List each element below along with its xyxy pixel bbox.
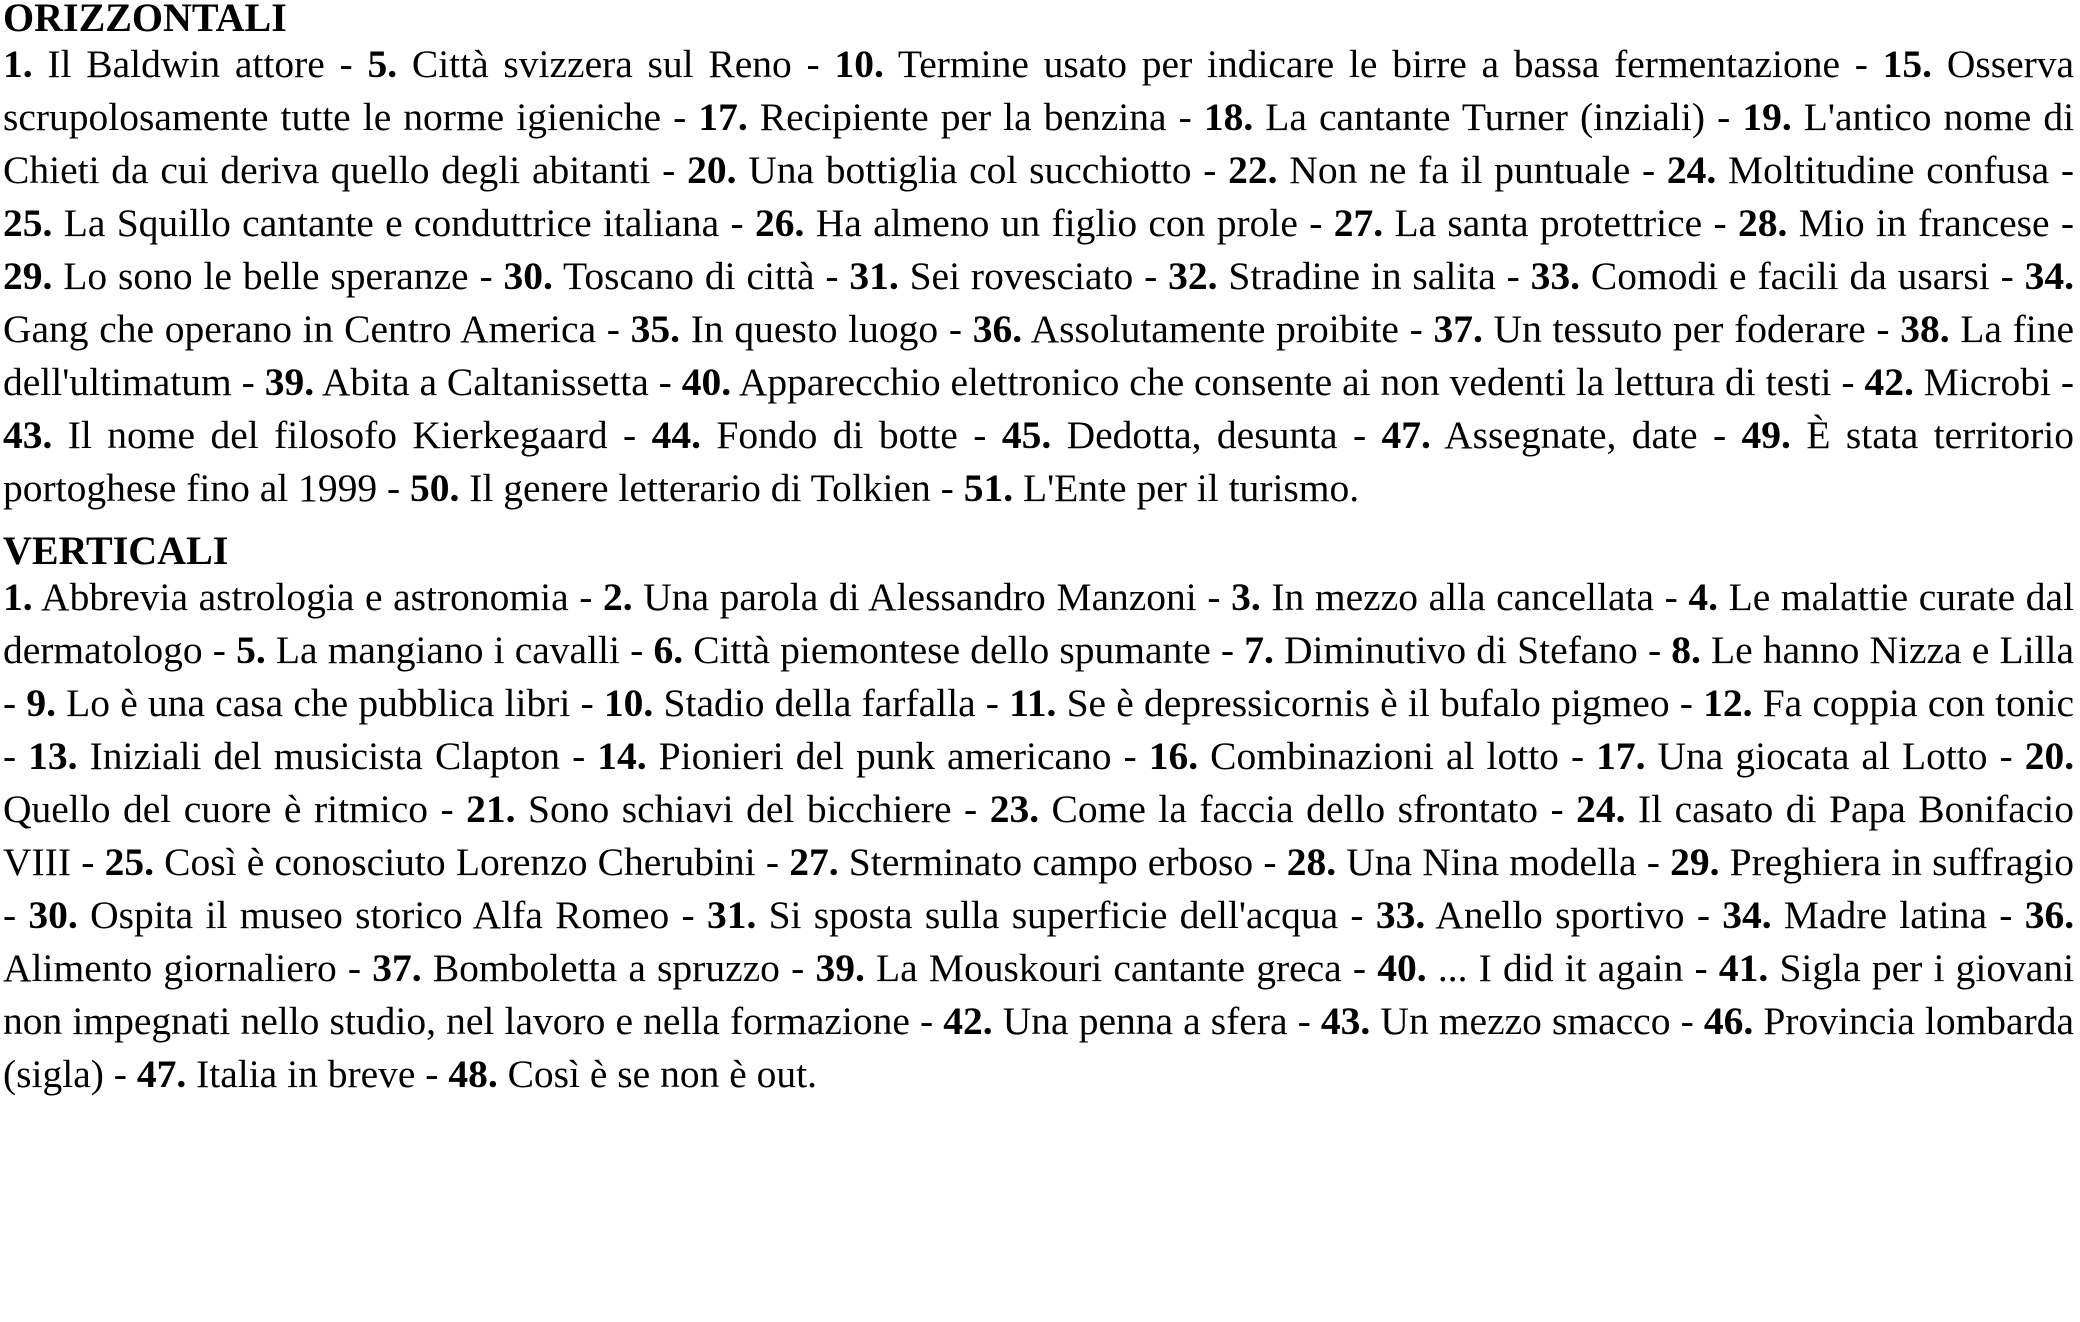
- clue-text: È stata territorio portoghese fino al 1999: [3, 413, 2075, 510]
- clue-text: Una bottiglia col succhiotto: [748, 148, 1192, 192]
- clue-number: 29.: [3, 254, 53, 298]
- clue-text: Una penna a sfera: [1002, 999, 1288, 1043]
- clue-item: [1204, 95, 1705, 139]
- clue-text: Il genere letterario di Tolkien: [469, 466, 931, 510]
- clue-item: [1531, 254, 1990, 298]
- clue-number: 38.: [1900, 307, 1950, 351]
- clue-number: 43.: [3, 413, 53, 457]
- clue-number: 47.: [1381, 413, 1431, 457]
- clue-number: 39.: [264, 360, 315, 404]
- clue-text: Stadio della farfalla: [663, 681, 976, 725]
- clue-number: 16.: [1148, 734, 1199, 778]
- clue-number: 5.: [236, 628, 266, 672]
- clue-item: [652, 413, 958, 457]
- clue-text: La fine dell'ultimatum: [3, 307, 2075, 404]
- clue-text: Se è depressicornis è il bufalo pigmeo: [1066, 681, 1670, 725]
- clue-text: Così è se non è out.: [507, 1052, 817, 1096]
- clue-item: [137, 1052, 416, 1096]
- clue-item: [28, 734, 560, 778]
- clue-item: [1228, 148, 1630, 192]
- clue-item: [682, 360, 1832, 404]
- clue-text: Abbrevia astrologia e astronomia: [41, 575, 569, 619]
- clue-number: 11.: [1009, 681, 1057, 725]
- clue-item: [1009, 681, 1669, 725]
- clue-number: 24.: [1666, 148, 1717, 192]
- clue-text: Dedotta, desunta: [1066, 413, 1338, 457]
- clue-number: 42.: [943, 999, 993, 1043]
- clue-text: La santa protettrice: [1394, 201, 1703, 245]
- clue-text: Osserva scrupolosamente tutte le norme igieniche: [3, 42, 2075, 139]
- clue-number: 10.: [603, 681, 654, 725]
- clue-number: 28.: [1738, 201, 1788, 245]
- clue-text: L'Ente per il turismo.: [1022, 466, 1360, 510]
- clue-text: Lo sono le belle speranze: [63, 254, 469, 298]
- clue-text: Bomboletta a spruzzo: [432, 946, 780, 990]
- clue-item: [1244, 628, 1638, 672]
- clue-item: [28, 893, 669, 937]
- clue-text: Abita a Caltanissetta: [321, 360, 649, 404]
- clue-text: Stradine in salita: [1228, 254, 1496, 298]
- clue-text: Comodi e facili da usarsi: [1590, 254, 1990, 298]
- clue-item: [687, 148, 1191, 192]
- clue-item: [1738, 201, 2050, 245]
- clue-number: 17.: [1596, 734, 1646, 778]
- clue-text: In mezzo alla cancellata: [1271, 575, 1655, 619]
- clue-text: Quello del cuore è ritmico: [3, 787, 429, 831]
- clue-number: 29.: [1670, 840, 1720, 884]
- clue-number: 24.: [1576, 787, 1626, 831]
- clue-text: Combinazioni al lotto: [1210, 734, 1559, 778]
- clue-number: 36.: [2024, 893, 2075, 937]
- clue-number: 48.: [448, 1052, 498, 1096]
- clue-item: [653, 628, 1210, 672]
- clue-text: Apparecchio elettronico che consente ai non vedenti la lettura di testi: [738, 360, 1832, 404]
- clue-text: Città svizzera sul Reno: [411, 42, 792, 86]
- clue-text: La mangiano i cavalli: [275, 628, 620, 672]
- clue-number: 50.: [409, 466, 460, 510]
- clue-item: [1321, 999, 1671, 1043]
- clue-number: 19.: [1742, 95, 1792, 139]
- clue-text: Come la faccia dello sfrontato: [1051, 787, 1538, 831]
- clue-number: 31.: [849, 254, 899, 298]
- clue-text: Alimento giornaliero: [3, 946, 337, 990]
- clue-item: [698, 95, 1166, 139]
- clue-item: [26, 681, 570, 725]
- clue-number: 25.: [104, 840, 154, 884]
- clue-number: 14.: [597, 734, 647, 778]
- clue-number: 36.: [972, 307, 1023, 351]
- clue-item: [265, 360, 649, 404]
- clue-item: [372, 946, 780, 990]
- clue-number: 9.: [26, 681, 56, 725]
- clue-text: Si sposta sulla superficie dell'acqua: [768, 893, 1339, 937]
- clue-number: 20.: [2024, 734, 2075, 778]
- clue-item: [367, 42, 791, 86]
- clue-text: Preghiera in suffragio: [1729, 840, 2074, 884]
- clue-number: 43.: [1320, 999, 1371, 1043]
- clue-number: 20.: [687, 148, 737, 192]
- clue-text: La Squillo cantante e conduttrice italiana: [63, 201, 720, 245]
- clue-text: Il Baldwin attore: [47, 42, 325, 86]
- clue-text: Sono schiavi del bicchiere: [528, 787, 952, 831]
- clue-text: Fa coppia con tonic: [1762, 681, 2075, 725]
- clue-number: 13.: [28, 734, 78, 778]
- clue-item: [603, 575, 1197, 619]
- clue-item: [1433, 307, 1865, 351]
- clue-text: Un mezzo smacco: [1380, 999, 1671, 1043]
- clue-text: Sei rovesciato: [909, 254, 1134, 298]
- clue-text: Anello sportivo: [1435, 893, 1685, 937]
- clue-item: [1149, 734, 1559, 778]
- clue-text: Madre latina: [1783, 893, 1987, 937]
- clue-text: Provincia lombarda (sigla): [3, 999, 2075, 1096]
- clue-number: 33.: [1375, 893, 1426, 937]
- clue-item: [3, 254, 469, 298]
- clue-number: 26.: [754, 201, 805, 245]
- clue-text: L'antico nome di Chieti da cui deriva quello degli abitanti: [3, 95, 2075, 192]
- clue-number: 31.: [706, 893, 757, 937]
- clue-text: Mio in francese: [1798, 201, 2050, 245]
- clue-text: Toscano di città: [563, 254, 815, 298]
- clue-text: Le hanno Nizza e Lilla: [1711, 628, 2075, 672]
- clue-item: [973, 307, 1399, 351]
- clue-item: [849, 254, 1133, 298]
- clue-number: 33.: [1530, 254, 1581, 298]
- clue-number: 30.: [28, 893, 78, 937]
- clue-text: Assolutamente proibite: [1030, 307, 1399, 351]
- clue-list-orizzontali: 1. Il Baldwin attore - 5. Città svizzera sul Reno - 10. Termine usato per indicare le birre a bassa fermentazione - 15. Osserva scrupolosamente tutte le norme igieniche - 17. Recipiente per la benzina - 18. La cantante Turner (inziali) - 19. L'antico nome di Chieti da cui deriva quello degli abitanti - 20. Una bottiglia col succhiotto - 22. Non ne fa il puntuale - 24. Moltitudine confusa - 25. La Squillo cantante e conduttrice italiana - 26. Ha almeno un figlio con prole - 27. La santa protettrice - 28. Mio in francese - 29. Lo sono le belle speranze - 30. Toscano di città - 31. Sei rovesciato - 32. Stradine in salita - 33. Comodi e facili da usarsi - 34. Gang che operano in Centro America - 35. In questo luogo - 36. Assolutamente proibite - 37. Un tessuto per foderare - 38. La fine dell'ultimatum - 39. Abita a Caltanissetta - 40. Apparecchio elettronico che consente ai non vedenti la lettura di testi - 42. Microbi - 43. Il nome del filosofo Kierkegaard - 44. Fondo di botte - 45. Dedotta, desunta - 47. Assegnate, date - 49. È stata territorio portoghese fino al 1999 - 50. Il genere letterario di Tolkien - 51. L'Ente per il turismo.: [3, 42, 2075, 510]
- clue-number: 10.: [834, 42, 884, 86]
- clue-text: Moltitudine confusa: [1728, 148, 2050, 192]
- clue-number: 8.: [1671, 628, 1701, 672]
- clue-text: Il nome del filosofo Kierkegaard: [67, 413, 608, 457]
- clue-number: 23.: [989, 787, 1040, 831]
- clue-text: Una parola di Alessandro Manzoni: [643, 575, 1197, 619]
- clue-item: [1671, 628, 2074, 672]
- clue-text: Pionieri del punk americano: [658, 734, 1112, 778]
- clue-item: [1703, 681, 2074, 725]
- clue-number: 2.: [602, 575, 633, 619]
- clue-text: Sterminato campo erboso: [848, 840, 1254, 884]
- clue-item: [1168, 254, 1496, 298]
- clue-item: [1722, 893, 1987, 937]
- clue-number: 28.: [1286, 840, 1337, 884]
- clue-text: Ospita il museo storico Alfa Romeo: [90, 893, 670, 937]
- clue-text: Sigla per i giovani non impegnati nello studio, nel lavoro e nella formazione: [3, 946, 2075, 1043]
- clue-number: 12.: [1703, 681, 1753, 725]
- clue-text: Le malattie curate dal dermatologo: [3, 575, 2075, 672]
- clue-item: [789, 840, 1253, 884]
- clue-text: Ha almeno un figlio con prole: [815, 201, 1298, 245]
- clue-item: [503, 254, 814, 298]
- clue-list-verticali: 1. Abbrevia astrologia e astronomia - 2. Una parola di Alessandro Manzoni - 3. In mezzo alla cancellata - 4. Le malattie curate dal dermatologo - 5. La mangiano i cavalli - 6. Città piemontese dello spumante - 7. Diminutivo di Stefano - 8. Le hanno Nizza e Lilla - 9. Lo è una casa che pubblica libri - 10. Stadio della farfalla - 11. Se è depressicornis è il bufalo pigmeo - 12. Fa coppia con tonic - 13. Iniziali del musicista Clapton - 14. Pionieri del punk americano - 16. Combinazioni al lotto - 17. Una giocata al Lotto - 20. Quello del cuore è ritmico - 21. Sono schiavi del bicchiere - 23. Come la faccia dello sfrontato - 24. Il casato di Papa Bonifacio VIII - 25. Così è conosciuto Lorenzo Cherubini - 27. Sterminato campo erboso - 28. Una Nina modella - 29. Preghiera in suffragio - 30. Ospita il museo storico Alfa Romeo - 31. Si sposta sulla superficie dell'acqua - 33. Anello sportivo - 34. Madre latina - 36. Alimento giornaliero - 37. Bomboletta a spruzzo - 39. La Mouskouri cantante greca - 40. ... I did it again - 41. Sigla per i giovani non impegnati nello studio, nel lavoro e nella formazione - 42. Una penna a sfera - 43. Un mezzo smacco - 46. Provincia lombarda (sigla) - 47. Italia in breve - 48. Così è se non è out.: [3, 575, 2075, 1096]
- clue-item: [1667, 148, 2049, 192]
- clue-text: Così è conosciuto Lorenzo Cherubini: [164, 840, 756, 884]
- clue-number: 37.: [1433, 307, 1483, 351]
- clue-number: 45.: [1001, 413, 1052, 457]
- clue-number: 34.: [1722, 893, 1772, 937]
- clue-number: 22.: [1228, 148, 1278, 192]
- clue-text: Lo è una casa che pubblica libri: [66, 681, 571, 725]
- clue-number: 40.: [681, 360, 732, 404]
- clue-number: 51.: [963, 466, 1014, 510]
- clue-item: [1002, 413, 1338, 457]
- clue-text: Un tessuto per foderare: [1493, 307, 1866, 351]
- clue-item: [707, 893, 1338, 937]
- clue-text: Iniziali del musicista Clapton: [89, 734, 561, 778]
- clue-text: Gang che operano in Centro America: [3, 307, 597, 351]
- clue-text: Non ne fa il puntuale: [1289, 148, 1631, 192]
- clue-item: [1377, 946, 1683, 990]
- clue-item: [1231, 575, 1654, 619]
- clue-number: 27.: [789, 840, 839, 884]
- clue-number: 35.: [630, 307, 681, 351]
- clue-number: 15.: [1882, 42, 1933, 86]
- clue-number: 7.: [1244, 628, 1274, 672]
- clue-text: La Mouskouri cantante greca: [876, 946, 1342, 990]
- clue-text: Fondo di botte: [716, 413, 958, 457]
- clue-item: [815, 946, 1341, 990]
- clue-number: 39.: [815, 946, 865, 990]
- clue-number: 6.: [653, 628, 684, 672]
- clue-item: [1670, 840, 2074, 884]
- clue-item: [448, 1052, 817, 1096]
- clue-text: Recipiente per la benzina: [759, 95, 1167, 139]
- clue-item: [990, 787, 1538, 831]
- clue-text: Termine usato per indicare le birre a bassa fermentazione: [897, 42, 1840, 86]
- clue-number: 17.: [698, 95, 748, 139]
- clue-number: 25.: [3, 201, 53, 245]
- clue-item: [466, 787, 951, 831]
- clue-number: 18.: [1203, 95, 1254, 139]
- clue-number: 34.: [2024, 254, 2074, 298]
- clue-item: [3, 201, 719, 245]
- clue-item: [410, 466, 931, 510]
- clue-item: [1864, 360, 2051, 404]
- clue-item: [834, 42, 1840, 86]
- clue-number: 37.: [372, 946, 422, 990]
- clue-number: 49.: [1741, 413, 1791, 457]
- clue-text: Italia in breve: [196, 1052, 416, 1096]
- clue-item: [604, 681, 976, 725]
- clue-number: 40.: [1377, 946, 1427, 990]
- clue-item: [1376, 893, 1685, 937]
- clue-item: [631, 307, 938, 351]
- clue-number: 46.: [1703, 999, 1754, 1043]
- clue-number: 27.: [1333, 201, 1384, 245]
- section-title-verticali: VERTICALI: [3, 528, 229, 573]
- clue-item: [3, 413, 608, 457]
- clue-text: Il casato di Papa Bonifacio VIII: [3, 787, 2075, 884]
- clue-item: [1382, 413, 1698, 457]
- clue-text: Microbi: [1923, 360, 2051, 404]
- clue-number: 30.: [503, 254, 553, 298]
- clue-item: [3, 575, 569, 619]
- clue-item: [105, 840, 756, 884]
- clue-item: [964, 466, 1359, 510]
- clue-number: 41.: [1718, 946, 1769, 990]
- clue-number: 44.: [651, 413, 701, 457]
- clue-text: Una Nina modella: [1346, 840, 1637, 884]
- clue-number: 5.: [367, 42, 398, 86]
- clue-item: [943, 999, 1287, 1043]
- clue-number: 1.: [3, 42, 33, 86]
- clue-text: In questo luogo: [690, 307, 939, 351]
- clue-item: [1287, 840, 1637, 884]
- clue-item: [597, 734, 1111, 778]
- section-title-orizzontali: ORIZZONTALI: [3, 0, 287, 40]
- clue-number: 1.: [3, 575, 33, 619]
- clue-item: [1596, 734, 1987, 778]
- clue-number: 47.: [136, 1052, 187, 1096]
- clue-item: [236, 628, 620, 672]
- clue-text: Città piemontese dello spumante: [693, 628, 1211, 672]
- clue-text: Assegnate, date: [1444, 413, 1698, 457]
- clue-item: [3, 42, 325, 86]
- clue-number: 3.: [1231, 575, 1261, 619]
- clue-item: [755, 201, 1298, 245]
- clue-number: 32.: [1168, 254, 1218, 298]
- clue-text: La cantante Turner (inziali): [1265, 95, 1706, 139]
- clue-item: [1334, 201, 1702, 245]
- clue-number: 21.: [466, 787, 516, 831]
- clue-number: 4.: [1688, 575, 1719, 619]
- clue-text: ... I did it again: [1437, 946, 1684, 990]
- clue-text: Diminutivo di Stefano: [1283, 628, 1638, 672]
- clue-number: 42.: [1864, 360, 1914, 404]
- clue-text: Una giocata al Lotto: [1657, 734, 1988, 778]
